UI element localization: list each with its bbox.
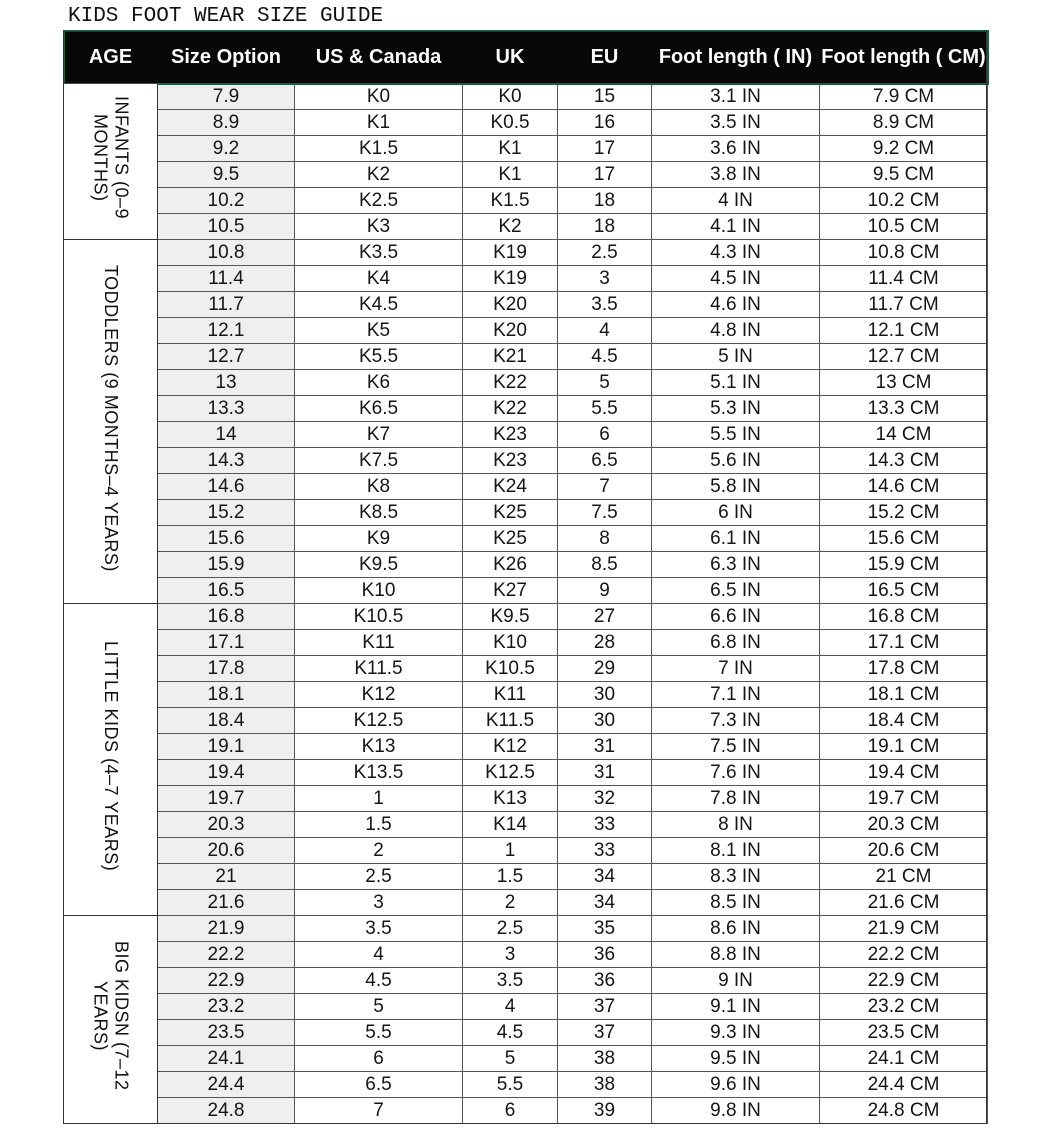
us-canada-cell: K4.5	[295, 292, 463, 318]
size-option-cell: 13.3	[158, 396, 295, 422]
age-group-label: TODDLERS (9 MONTHS–4 YEARS)	[101, 264, 121, 572]
table-row	[64, 916, 988, 942]
size-option-cell: 22.2	[158, 942, 295, 968]
foot-length-in-cell: 4.5 IN	[652, 266, 820, 292]
table-row	[64, 266, 988, 292]
us-canada-cell: K13	[295, 734, 463, 760]
size-option-cell: 23.5	[158, 1020, 295, 1046]
foot-length-in-cell: 7.5 IN	[652, 734, 820, 760]
size-option-cell: 22.9	[158, 968, 295, 994]
foot-length-cm-cell: 18.1 CM	[820, 682, 988, 708]
table-row	[64, 500, 988, 526]
uk-cell: K26	[463, 552, 558, 578]
uk-cell: K14	[463, 812, 558, 838]
uk-cell: 3	[463, 942, 558, 968]
foot-length-in-cell: 4.6 IN	[652, 292, 820, 318]
eu-cell: 31	[558, 760, 652, 786]
eu-cell: 16	[558, 110, 652, 136]
header-foot-length-in: Foot length ( IN)	[652, 31, 820, 84]
table-row	[64, 630, 988, 656]
eu-cell: 39	[558, 1098, 652, 1124]
table-row	[64, 370, 988, 396]
foot-length-in-cell: 3.6 IN	[652, 136, 820, 162]
us-canada-cell: 5	[295, 994, 463, 1020]
size-option-cell: 24.1	[158, 1046, 295, 1072]
eu-cell: 36	[558, 942, 652, 968]
foot-length-cm-cell: 13.3 CM	[820, 396, 988, 422]
uk-cell: K22	[463, 396, 558, 422]
eu-cell: 4.5	[558, 344, 652, 370]
us-canada-cell: K9.5	[295, 552, 463, 578]
size-option-cell: 19.4	[158, 760, 295, 786]
uk-cell: K22	[463, 370, 558, 396]
size-option-cell: 21.6	[158, 890, 295, 916]
eu-cell: 5.5	[558, 396, 652, 422]
us-canada-cell: K4	[295, 266, 463, 292]
uk-cell: K20	[463, 292, 558, 318]
us-canada-cell: K5.5	[295, 344, 463, 370]
us-canada-cell: K1.5	[295, 136, 463, 162]
foot-length-in-cell: 5.3 IN	[652, 396, 820, 422]
size-option-cell: 19.1	[158, 734, 295, 760]
table-row	[64, 396, 988, 422]
table-row	[64, 734, 988, 760]
uk-cell: K10.5	[463, 656, 558, 682]
size-option-cell: 21.9	[158, 916, 295, 942]
uk-cell: K13	[463, 786, 558, 812]
size-option-cell: 7.9	[158, 84, 295, 110]
eu-cell: 6	[558, 422, 652, 448]
size-option-cell: 14.6	[158, 474, 295, 500]
us-canada-cell: K8.5	[295, 500, 463, 526]
eu-cell: 15	[558, 84, 652, 110]
uk-cell: K1.5	[463, 188, 558, 214]
table-row	[64, 656, 988, 682]
table-row	[64, 786, 988, 812]
us-canada-cell: K6.5	[295, 396, 463, 422]
eu-cell: 6.5	[558, 448, 652, 474]
uk-cell: K9.5	[463, 604, 558, 630]
foot-length-cm-cell: 9.5 CM	[820, 162, 988, 188]
us-canada-cell: 2.5	[295, 864, 463, 890]
foot-length-in-cell: 5.8 IN	[652, 474, 820, 500]
foot-length-cm-cell: 19.1 CM	[820, 734, 988, 760]
header-age: AGE	[64, 31, 158, 84]
us-canada-cell: 5.5	[295, 1020, 463, 1046]
size-option-cell: 20.3	[158, 812, 295, 838]
foot-length-in-cell: 7.6 IN	[652, 760, 820, 786]
us-canada-cell: K9	[295, 526, 463, 552]
foot-length-cm-cell: 17.8 CM	[820, 656, 988, 682]
foot-length-cm-cell: 19.7 CM	[820, 786, 988, 812]
foot-length-in-cell: 4 IN	[652, 188, 820, 214]
foot-length-cm-cell: 24.1 CM	[820, 1046, 988, 1072]
foot-length-cm-cell: 13 CM	[820, 370, 988, 396]
us-canada-cell: 3.5	[295, 916, 463, 942]
size-option-cell: 18.4	[158, 708, 295, 734]
foot-length-in-cell: 5 IN	[652, 344, 820, 370]
eu-cell: 30	[558, 708, 652, 734]
table-row	[64, 1046, 988, 1072]
uk-cell: 5.5	[463, 1072, 558, 1098]
us-canada-cell: 6.5	[295, 1072, 463, 1098]
table-row	[64, 292, 988, 318]
size-option-cell: 10.8	[158, 240, 295, 266]
table-row	[64, 942, 988, 968]
size-option-cell: 13	[158, 370, 295, 396]
uk-cell: K19	[463, 266, 558, 292]
us-canada-cell: 4	[295, 942, 463, 968]
foot-length-in-cell: 7.1 IN	[652, 682, 820, 708]
size-option-cell: 16.5	[158, 578, 295, 604]
us-canada-cell: K12.5	[295, 708, 463, 734]
table-row	[64, 526, 988, 552]
header-uk: UK	[463, 31, 558, 84]
us-canada-cell: 1	[295, 786, 463, 812]
table-row	[64, 188, 988, 214]
eu-cell: 33	[558, 838, 652, 864]
foot-length-in-cell: 5.5 IN	[652, 422, 820, 448]
foot-length-in-cell: 8.6 IN	[652, 916, 820, 942]
foot-length-in-cell: 8.5 IN	[652, 890, 820, 916]
uk-cell: K21	[463, 344, 558, 370]
foot-length-in-cell: 8.1 IN	[652, 838, 820, 864]
uk-cell: K0.5	[463, 110, 558, 136]
eu-cell: 17	[558, 162, 652, 188]
size-option-cell: 11.4	[158, 266, 295, 292]
size-option-cell: 12.7	[158, 344, 295, 370]
table-row	[64, 1020, 988, 1046]
age-group-label: BIG KIDSN (7–12 YEARS)	[90, 941, 132, 1091]
uk-cell: K12	[463, 734, 558, 760]
eu-cell: 8	[558, 526, 652, 552]
eu-cell: 32	[558, 786, 652, 812]
size-option-cell: 9.2	[158, 136, 295, 162]
table-row	[64, 318, 988, 344]
size-option-cell: 10.5	[158, 214, 295, 240]
eu-cell: 5	[558, 370, 652, 396]
table-row	[64, 708, 988, 734]
foot-length-cm-cell: 15.9 CM	[820, 552, 988, 578]
eu-cell: 37	[558, 994, 652, 1020]
foot-length-in-cell: 9.8 IN	[652, 1098, 820, 1124]
eu-cell: 9	[558, 578, 652, 604]
foot-length-in-cell: 6.3 IN	[652, 552, 820, 578]
table-row	[64, 968, 988, 994]
us-canada-cell: K10	[295, 578, 463, 604]
eu-cell: 38	[558, 1046, 652, 1072]
uk-cell: 1.5	[463, 864, 558, 890]
table-row	[64, 604, 988, 630]
table-header-row	[64, 31, 988, 84]
size-option-cell: 17.8	[158, 656, 295, 682]
us-canada-cell: K1	[295, 110, 463, 136]
eu-cell: 28	[558, 630, 652, 656]
size-option-cell: 20.6	[158, 838, 295, 864]
eu-cell: 27	[558, 604, 652, 630]
table-row	[64, 422, 988, 448]
us-canada-cell: K0	[295, 84, 463, 110]
size-option-cell: 16.8	[158, 604, 295, 630]
foot-length-in-cell: 7.8 IN	[652, 786, 820, 812]
us-canada-cell: K7.5	[295, 448, 463, 474]
eu-cell: 8.5	[558, 552, 652, 578]
table-row	[64, 344, 988, 370]
uk-cell: K19	[463, 240, 558, 266]
foot-length-cm-cell: 11.7 CM	[820, 292, 988, 318]
foot-length-cm-cell: 16.8 CM	[820, 604, 988, 630]
us-canada-cell: 1.5	[295, 812, 463, 838]
header-eu: EU	[558, 31, 652, 84]
foot-length-cm-cell: 18.4 CM	[820, 708, 988, 734]
table-row	[64, 552, 988, 578]
foot-length-cm-cell: 21.6 CM	[820, 890, 988, 916]
uk-cell: K12.5	[463, 760, 558, 786]
us-canada-cell: 4.5	[295, 968, 463, 994]
us-canada-cell: K11	[295, 630, 463, 656]
us-canada-cell: 6	[295, 1046, 463, 1072]
uk-cell: K25	[463, 526, 558, 552]
eu-cell: 7	[558, 474, 652, 500]
us-canada-cell: K2.5	[295, 188, 463, 214]
us-canada-cell: K11.5	[295, 656, 463, 682]
foot-length-cm-cell: 17.1 CM	[820, 630, 988, 656]
uk-cell: K10	[463, 630, 558, 656]
foot-length-cm-cell: 24.4 CM	[820, 1072, 988, 1098]
eu-cell: 18	[558, 214, 652, 240]
foot-length-in-cell: 4.8 IN	[652, 318, 820, 344]
foot-length-cm-cell: 12.1 CM	[820, 318, 988, 344]
size-option-cell: 14	[158, 422, 295, 448]
uk-cell: 4.5	[463, 1020, 558, 1046]
eu-cell: 2.5	[558, 240, 652, 266]
foot-length-cm-cell: 16.5 CM	[820, 578, 988, 604]
uk-cell: K1	[463, 162, 558, 188]
foot-length-cm-cell: 22.2 CM	[820, 942, 988, 968]
eu-cell: 34	[558, 864, 652, 890]
size-option-cell: 21	[158, 864, 295, 890]
foot-length-in-cell: 9 IN	[652, 968, 820, 994]
foot-length-in-cell: 8.3 IN	[652, 864, 820, 890]
eu-cell: 38	[558, 1072, 652, 1098]
table-row	[64, 760, 988, 786]
uk-cell: K20	[463, 318, 558, 344]
size-option-cell: 10.2	[158, 188, 295, 214]
uk-cell: K23	[463, 448, 558, 474]
eu-cell: 7.5	[558, 500, 652, 526]
size-option-cell: 18.1	[158, 682, 295, 708]
foot-length-cm-cell: 10.2 CM	[820, 188, 988, 214]
foot-length-cm-cell: 9.2 CM	[820, 136, 988, 162]
uk-cell: K11	[463, 682, 558, 708]
table-row	[64, 162, 988, 188]
eu-cell: 35	[558, 916, 652, 942]
foot-length-in-cell: 3.1 IN	[652, 84, 820, 110]
foot-length-cm-cell: 14.6 CM	[820, 474, 988, 500]
foot-length-in-cell: 6.5 IN	[652, 578, 820, 604]
foot-length-cm-cell: 24.8 CM	[820, 1098, 988, 1124]
uk-cell: 6	[463, 1098, 558, 1124]
foot-length-in-cell: 3.8 IN	[652, 162, 820, 188]
eu-cell: 30	[558, 682, 652, 708]
foot-length-in-cell: 6 IN	[652, 500, 820, 526]
us-canada-cell: K3.5	[295, 240, 463, 266]
uk-cell: 5	[463, 1046, 558, 1072]
page-title: KIDS FOOT WEAR SIZE GUIDE	[68, 5, 384, 28]
foot-length-cm-cell: 15.6 CM	[820, 526, 988, 552]
foot-length-cm-cell: 14.3 CM	[820, 448, 988, 474]
eu-cell: 3.5	[558, 292, 652, 318]
uk-cell: K0	[463, 84, 558, 110]
us-canada-cell: 2	[295, 838, 463, 864]
eu-cell: 3	[558, 266, 652, 292]
table-row	[64, 812, 988, 838]
foot-length-in-cell: 8.8 IN	[652, 942, 820, 968]
foot-length-cm-cell: 10.8 CM	[820, 240, 988, 266]
header-us-canada: US & Canada	[295, 31, 463, 84]
us-canada-cell: K6	[295, 370, 463, 396]
foot-length-in-cell: 5.6 IN	[652, 448, 820, 474]
us-canada-cell: K13.5	[295, 760, 463, 786]
foot-length-cm-cell: 23.2 CM	[820, 994, 988, 1020]
foot-length-cm-cell: 19.4 CM	[820, 760, 988, 786]
size-option-cell: 24.4	[158, 1072, 295, 1098]
table-row	[64, 682, 988, 708]
eu-cell: 36	[558, 968, 652, 994]
uk-cell: 2.5	[463, 916, 558, 942]
foot-length-cm-cell: 12.7 CM	[820, 344, 988, 370]
us-canada-cell: K7	[295, 422, 463, 448]
foot-length-cm-cell: 8.9 CM	[820, 110, 988, 136]
eu-cell: 29	[558, 656, 652, 682]
us-canada-cell: 7	[295, 1098, 463, 1124]
foot-length-in-cell: 9.6 IN	[652, 1072, 820, 1098]
table-row	[64, 240, 988, 266]
size-option-cell: 15.6	[158, 526, 295, 552]
us-canada-cell: K3	[295, 214, 463, 240]
uk-cell: K23	[463, 422, 558, 448]
us-canada-cell: 3	[295, 890, 463, 916]
foot-length-cm-cell: 10.5 CM	[820, 214, 988, 240]
table-row	[64, 864, 988, 890]
foot-length-in-cell: 6.1 IN	[652, 526, 820, 552]
uk-cell: 2	[463, 890, 558, 916]
size-option-cell: 19.7	[158, 786, 295, 812]
age-group-cell	[64, 604, 158, 916]
us-canada-cell: K12	[295, 682, 463, 708]
foot-length-in-cell: 9.1 IN	[652, 994, 820, 1020]
foot-length-cm-cell: 22.9 CM	[820, 968, 988, 994]
foot-length-cm-cell: 7.9 CM	[820, 84, 988, 110]
table-row	[64, 474, 988, 500]
us-canada-cell: K5	[295, 318, 463, 344]
table-row	[64, 994, 988, 1020]
eu-cell: 33	[558, 812, 652, 838]
foot-length-in-cell: 7 IN	[652, 656, 820, 682]
us-canada-cell: K2	[295, 162, 463, 188]
age-group-label: INFANTS (0–9 MONTHS)	[90, 96, 132, 220]
foot-length-cm-cell: 11.4 CM	[820, 266, 988, 292]
header-size-option: Size Option	[158, 31, 295, 84]
uk-cell: K11.5	[463, 708, 558, 734]
uk-cell: K27	[463, 578, 558, 604]
table-row	[64, 838, 988, 864]
size-guide-table	[63, 31, 988, 1124]
foot-length-in-cell: 3.5 IN	[652, 110, 820, 136]
foot-length-in-cell: 9.5 IN	[652, 1046, 820, 1072]
size-option-cell: 23.2	[158, 994, 295, 1020]
age-group-cell	[64, 84, 158, 240]
us-canada-cell: K10.5	[295, 604, 463, 630]
foot-length-cm-cell: 20.3 CM	[820, 812, 988, 838]
uk-cell: 1	[463, 838, 558, 864]
us-canada-cell: K8	[295, 474, 463, 500]
table-row	[64, 578, 988, 604]
size-option-cell: 15.2	[158, 500, 295, 526]
eu-cell: 31	[558, 734, 652, 760]
table-row	[64, 1072, 988, 1098]
foot-length-cm-cell: 15.2 CM	[820, 500, 988, 526]
table-row	[64, 1098, 988, 1124]
eu-cell: 34	[558, 890, 652, 916]
uk-cell: K25	[463, 500, 558, 526]
size-option-cell: 15.9	[158, 552, 295, 578]
foot-length-cm-cell: 21.9 CM	[820, 916, 988, 942]
foot-length-in-cell: 8 IN	[652, 812, 820, 838]
size-option-cell: 12.1	[158, 318, 295, 344]
eu-cell: 17	[558, 136, 652, 162]
table-body	[64, 84, 988, 1124]
age-group-cell	[64, 916, 158, 1124]
uk-cell: 4	[463, 994, 558, 1020]
header-foot-length-cm: Foot length ( CM)	[820, 31, 988, 84]
size-option-cell: 9.5	[158, 162, 295, 188]
eu-cell: 4	[558, 318, 652, 344]
foot-length-in-cell: 9.3 IN	[652, 1020, 820, 1046]
size-option-cell: 11.7	[158, 292, 295, 318]
foot-length-in-cell: 6.8 IN	[652, 630, 820, 656]
foot-length-in-cell: 7.3 IN	[652, 708, 820, 734]
size-option-cell: 8.9	[158, 110, 295, 136]
eu-cell: 37	[558, 1020, 652, 1046]
table-row	[64, 448, 988, 474]
age-group-cell	[64, 240, 158, 604]
foot-length-in-cell: 4.3 IN	[652, 240, 820, 266]
age-group-label: LITTLE KIDS (4–7 YEARS)	[101, 640, 121, 872]
foot-length-cm-cell: 14 CM	[820, 422, 988, 448]
foot-length-in-cell: 6.6 IN	[652, 604, 820, 630]
uk-cell: 3.5	[463, 968, 558, 994]
size-option-cell: 17.1	[158, 630, 295, 656]
table-row	[64, 136, 988, 162]
table-row	[64, 84, 988, 110]
table-row	[64, 214, 988, 240]
eu-cell: 18	[558, 188, 652, 214]
size-option-cell: 14.3	[158, 448, 295, 474]
table-row	[64, 110, 988, 136]
foot-length-in-cell: 4.1 IN	[652, 214, 820, 240]
uk-cell: K1	[463, 136, 558, 162]
foot-length-cm-cell: 23.5 CM	[820, 1020, 988, 1046]
foot-length-in-cell: 5.1 IN	[652, 370, 820, 396]
table-row	[64, 890, 988, 916]
size-option-cell: 24.8	[158, 1098, 295, 1124]
uk-cell: K24	[463, 474, 558, 500]
foot-length-cm-cell: 21 CM	[820, 864, 988, 890]
uk-cell: K2	[463, 214, 558, 240]
foot-length-cm-cell: 20.6 CM	[820, 838, 988, 864]
